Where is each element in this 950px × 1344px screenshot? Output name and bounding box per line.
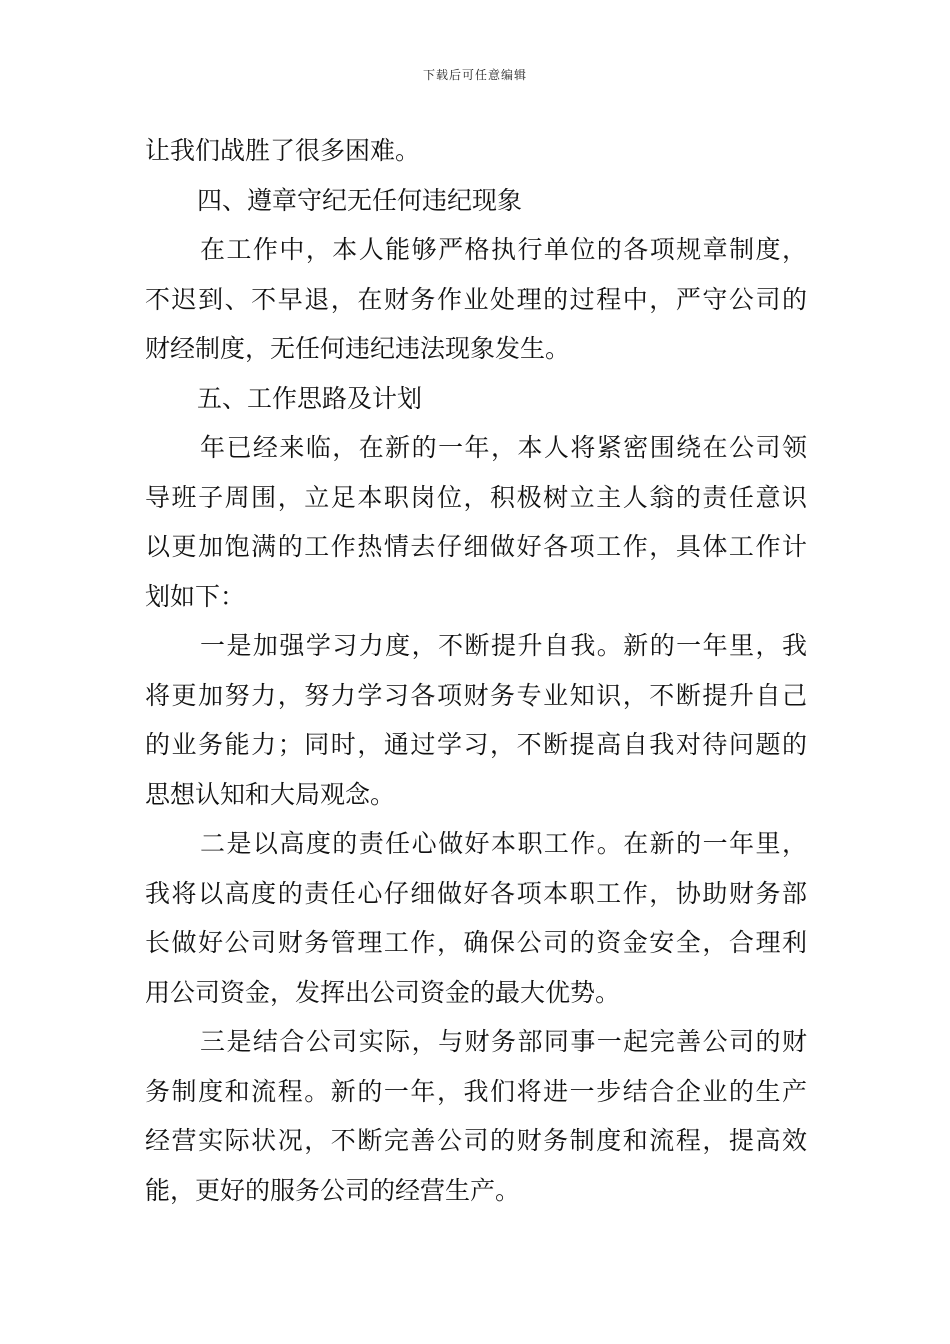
header-note: 下载后可任意编辑 (422, 68, 527, 82)
section-heading: 五、工作思路及计划 (197, 383, 423, 413)
document-body (145, 126, 807, 1215)
body-line: 以更加饱满的工作热情去仔细做好各项工作，具体工作计 (145, 532, 807, 561)
body-line: 二是以高度的责任心做好本职工作。在新的一年里， (200, 829, 807, 858)
body-line: 的业务能力；同时，通过学习，不断提高自我对待问题的 (145, 730, 807, 759)
body-line: 将更加努力，努力学习各项财务专业知识，不断提升自己 (145, 680, 807, 710)
body-line: 一是加强学习力度，不断提升自我。新的一年里，我 (200, 631, 807, 660)
body-line: 划如下： (145, 581, 246, 611)
body-line: 用公司资金，发挥出公司资金的最大优势。 (145, 977, 621, 1007)
body-line: 思想认知和大局观念。 (145, 779, 396, 809)
body-line: 不迟到、不早退，在财务作业处理的过程中，严守公司的 (145, 284, 807, 314)
body-line: 我将以高度的责任心仔细做好各项本职工作，协助财务部 (145, 878, 807, 908)
body-line: 能，更好的服务公司的经营生产。 (145, 1175, 521, 1205)
body-line: 三是结合公司实际，与财务部同事一起完善公司的财 (200, 1027, 807, 1056)
body-line: 务制度和流程。新的一年，我们将进一步结合企业的生产 (145, 1076, 807, 1106)
section-heading: 四、遵章守纪无任何违纪现象 (197, 185, 523, 215)
body-line: 长做好公司财务管理工作，确保公司的资金安全，合理利 (145, 928, 807, 957)
body-line: 经营实际状况，不断完善公司的财务制度和流程，提高效 (145, 1126, 807, 1155)
body-line: 财经制度，无任何违纪违法现象发生。 (145, 334, 571, 363)
body-line: 在工作中，本人能够严格执行单位的各项规章制度， (200, 235, 807, 264)
body-line: 年已经来临，在新的一年，本人将紧密围绕在公司领 (200, 433, 807, 462)
body-line: 导班子周围，立足本职岗位，积极树立主人翁的责任意识 (145, 482, 807, 512)
body-line: 让我们战胜了很多困难。 (145, 136, 421, 165)
